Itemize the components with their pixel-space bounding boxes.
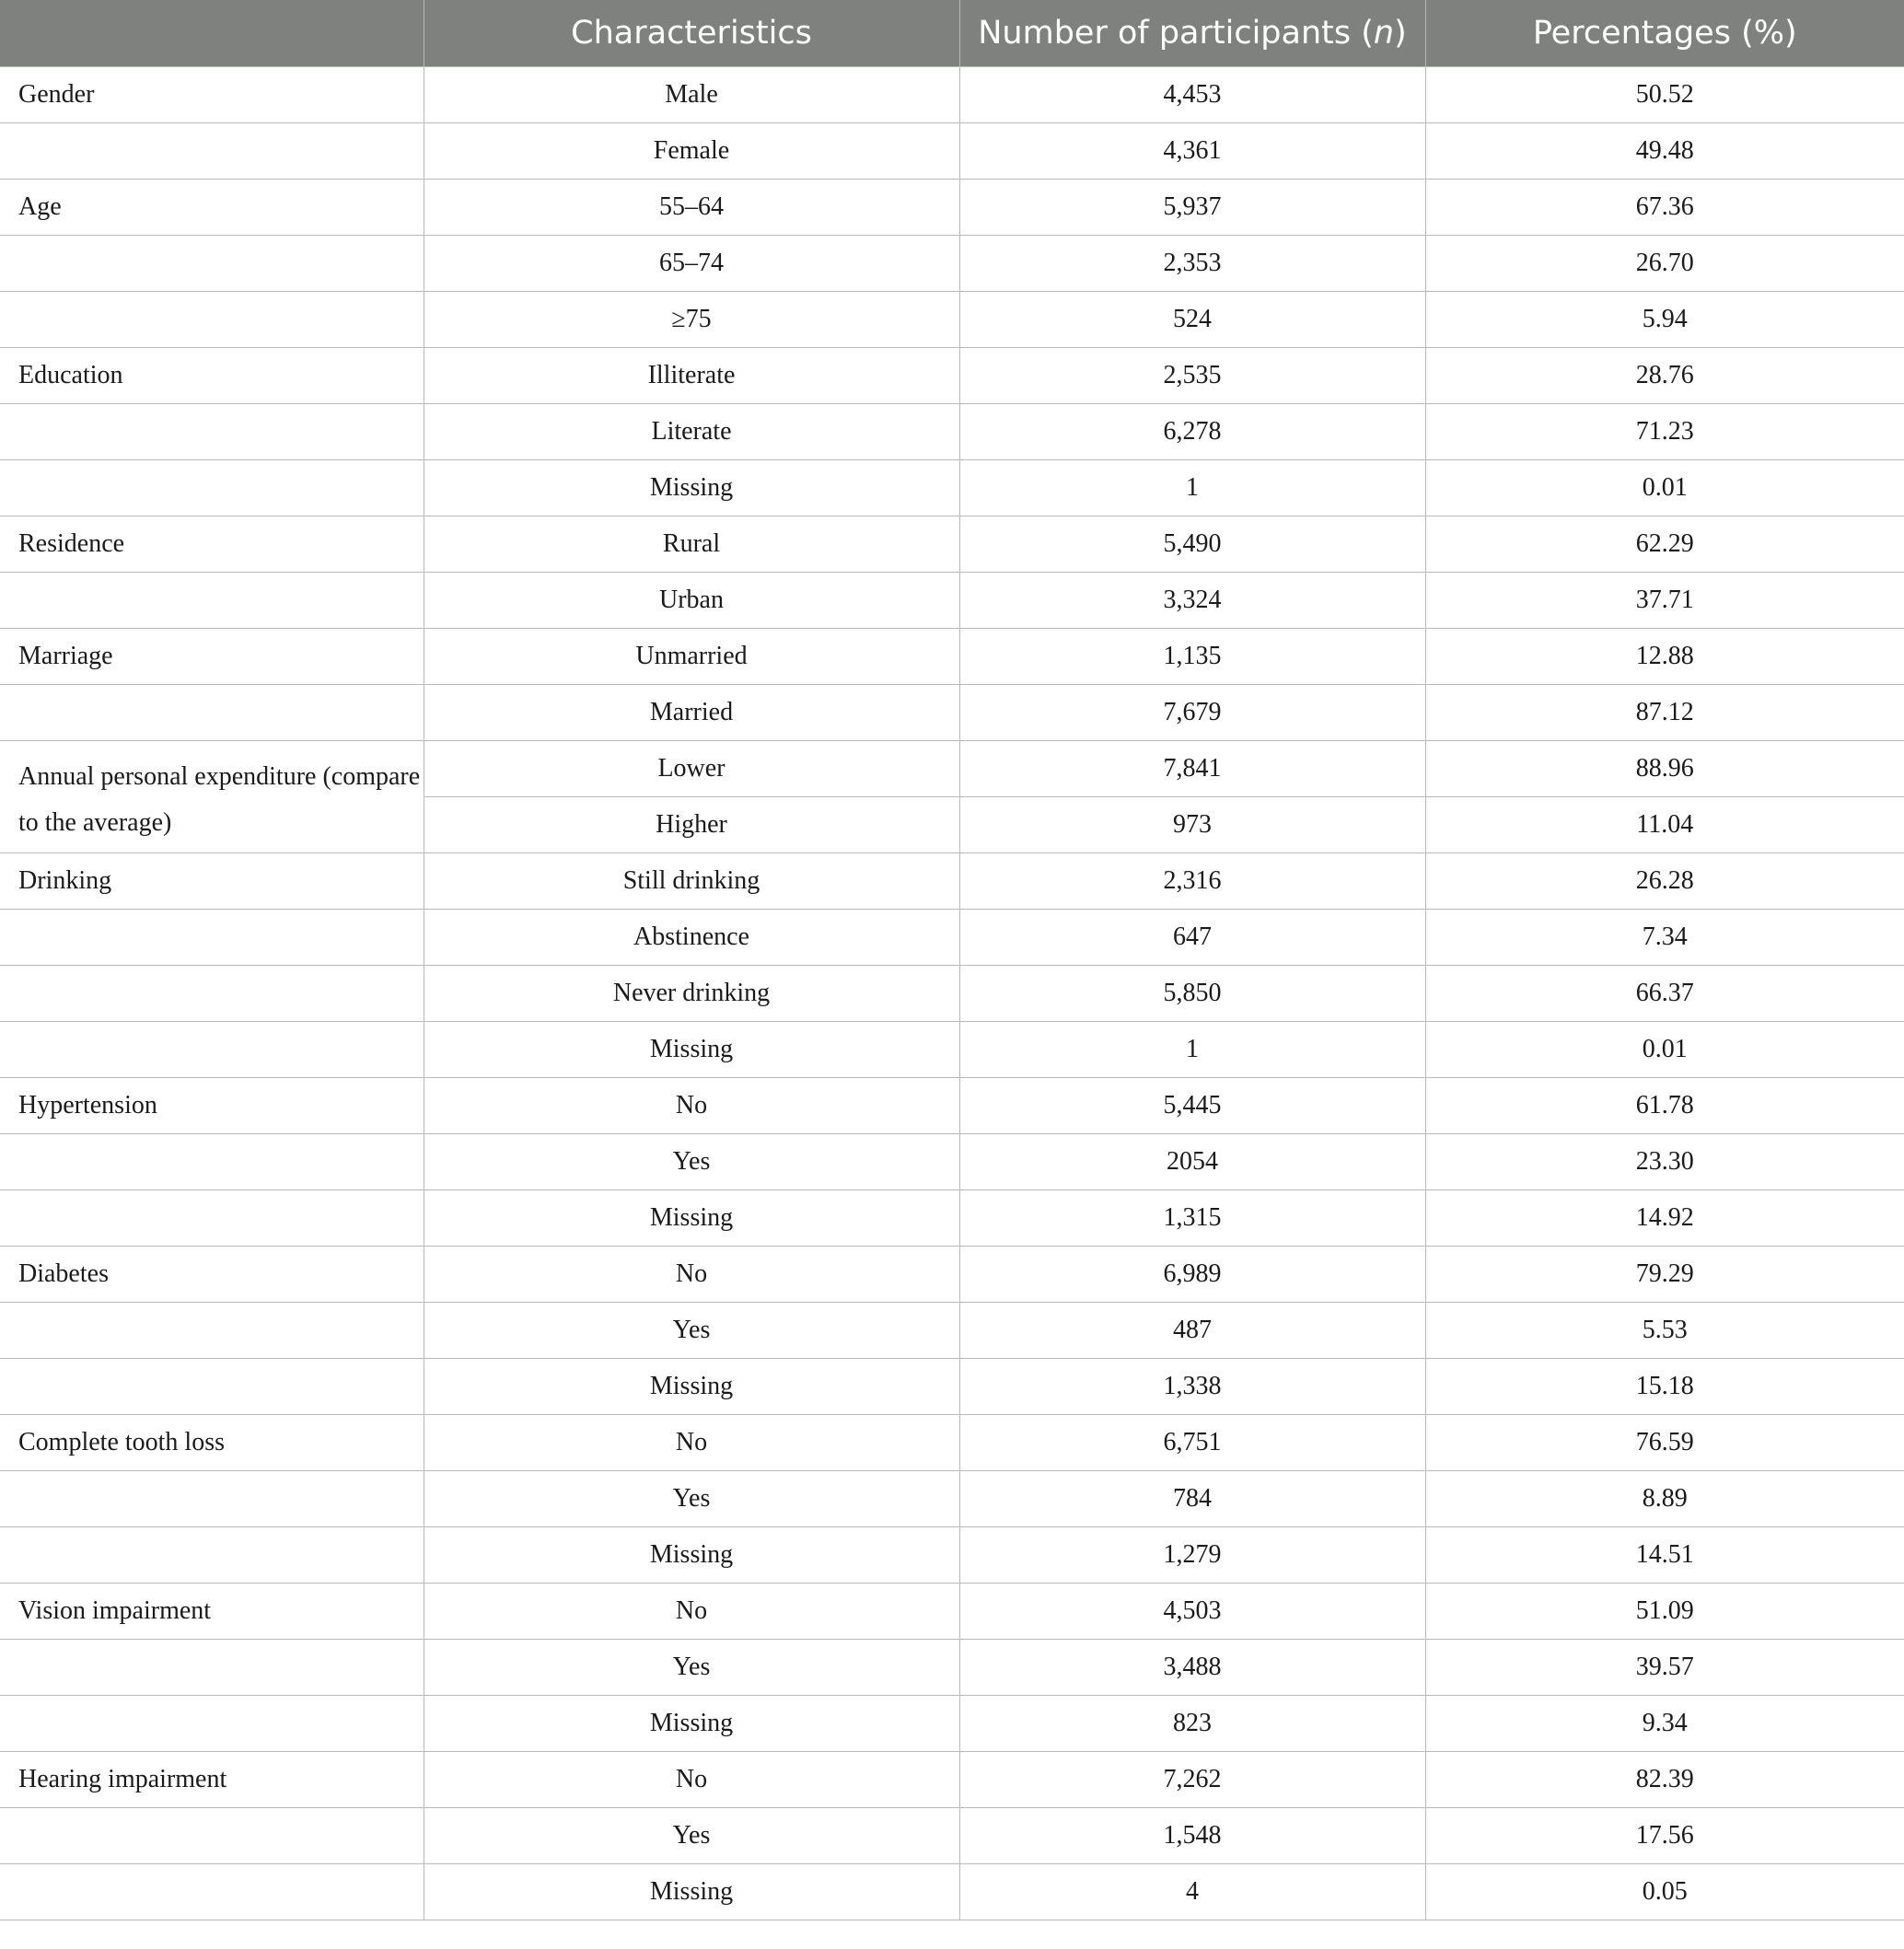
table-row	[0, 1134, 1904, 1190]
row-group-label	[0, 1303, 424, 1359]
row-participants: 5,445	[959, 1078, 1425, 1134]
row-group-label: Hypertension	[0, 1078, 424, 1134]
row-percentage: 67.36	[1425, 180, 1904, 236]
row-percentage: 39.57	[1425, 1640, 1904, 1696]
row-percentage: 76.59	[1425, 1415, 1904, 1471]
table-row	[0, 1022, 1904, 1078]
table-row	[0, 1808, 1904, 1864]
row-group-label	[0, 1640, 424, 1696]
row-group-label	[0, 1696, 424, 1752]
row-percentage: 9.34	[1425, 1696, 1904, 1752]
table-row	[0, 573, 1904, 629]
row-category: No	[424, 1247, 959, 1303]
row-category: Missing	[424, 1022, 959, 1078]
row-group-label: Complete tooth loss	[0, 1415, 424, 1471]
row-category: Literate	[424, 404, 959, 460]
row-participants: 524	[959, 292, 1425, 348]
table-row	[0, 1303, 1904, 1359]
table-row	[0, 1078, 1904, 1134]
row-participants: 2,316	[959, 853, 1425, 910]
header-participants	[959, 0, 1425, 67]
row-category: Married	[424, 685, 959, 741]
row-category: Male	[424, 67, 959, 123]
row-percentage: 26.28	[1425, 853, 1904, 910]
table-row	[0, 1584, 1904, 1640]
row-group-label	[0, 123, 424, 180]
row-participants: 2,353	[959, 236, 1425, 292]
row-group-label	[0, 1808, 424, 1864]
header-row	[0, 0, 1904, 67]
row-participants: 4	[959, 1864, 1425, 1920]
row-percentage: 14.92	[1425, 1190, 1904, 1247]
row-category: No	[424, 1078, 959, 1134]
table-row	[0, 404, 1904, 460]
row-participants: 784	[959, 1471, 1425, 1527]
row-group-label: Diabetes	[0, 1247, 424, 1303]
row-category: Missing	[424, 1696, 959, 1752]
row-group-label	[0, 1359, 424, 1415]
row-participants: 2,535	[959, 348, 1425, 404]
row-group-label: Drinking	[0, 853, 424, 910]
row-participants: 5,937	[959, 180, 1425, 236]
header-blank	[0, 0, 424, 67]
row-participants: 973	[959, 797, 1425, 853]
table-row	[0, 741, 1904, 797]
table-row	[0, 1752, 1904, 1808]
table-row	[0, 1415, 1904, 1471]
row-group-label	[0, 236, 424, 292]
row-participants: 2054	[959, 1134, 1425, 1190]
row-group-label: Residence	[0, 516, 424, 573]
row-group-label	[0, 1134, 424, 1190]
row-group-label	[0, 460, 424, 516]
row-percentage: 14.51	[1425, 1527, 1904, 1584]
row-percentage: 0.01	[1425, 460, 1904, 516]
row-participants: 4,453	[959, 67, 1425, 123]
row-participants: 6,278	[959, 404, 1425, 460]
row-participants: 3,488	[959, 1640, 1425, 1696]
row-category: Missing	[424, 1359, 959, 1415]
table-row	[0, 685, 1904, 741]
row-group-label: Marriage	[0, 629, 424, 685]
header-participants-n: n	[1373, 15, 1395, 52]
row-category: Yes	[424, 1640, 959, 1696]
row-category: Abstinence	[424, 910, 959, 966]
row-group-label	[0, 573, 424, 629]
row-category: 65–74	[424, 236, 959, 292]
row-percentage: 71.23	[1425, 404, 1904, 460]
row-group-label	[0, 404, 424, 460]
row-percentage: 49.48	[1425, 123, 1904, 180]
row-category: Urban	[424, 573, 959, 629]
row-category: Still drinking	[424, 853, 959, 910]
row-group-label	[0, 292, 424, 348]
table-row	[0, 516, 1904, 573]
row-participants: 7,841	[959, 741, 1425, 797]
row-category: ≥75	[424, 292, 959, 348]
row-category: Female	[424, 123, 959, 180]
table-row	[0, 1359, 1904, 1415]
row-percentage: 23.30	[1425, 1134, 1904, 1190]
row-category: Yes	[424, 1134, 959, 1190]
row-percentage: 15.18	[1425, 1359, 1904, 1415]
table-row	[0, 236, 1904, 292]
table-row	[0, 1190, 1904, 1247]
table-body	[0, 67, 1904, 1920]
row-category: No	[424, 1584, 959, 1640]
row-participants: 823	[959, 1696, 1425, 1752]
row-group-label	[0, 685, 424, 741]
row-group-label	[0, 1190, 424, 1247]
row-group-label: Annual personal expenditure (compare to the average)	[0, 741, 424, 853]
table-row	[0, 1696, 1904, 1752]
row-group-label	[0, 1471, 424, 1527]
row-group-label: Gender	[0, 67, 424, 123]
row-percentage: 28.76	[1425, 348, 1904, 404]
row-category: Unmarried	[424, 629, 959, 685]
table-row	[0, 180, 1904, 236]
row-percentage: 51.09	[1425, 1584, 1904, 1640]
row-participants: 5,490	[959, 516, 1425, 573]
row-group-label	[0, 910, 424, 966]
row-participants: 487	[959, 1303, 1425, 1359]
row-participants: 1,315	[959, 1190, 1425, 1247]
row-participants: 5,850	[959, 966, 1425, 1022]
row-category: Missing	[424, 1190, 959, 1247]
row-category: Yes	[424, 1471, 959, 1527]
table-row	[0, 1527, 1904, 1584]
row-percentage: 17.56	[1425, 1808, 1904, 1864]
table-row	[0, 1640, 1904, 1696]
row-participants: 4,361	[959, 123, 1425, 180]
row-group-label	[0, 1527, 424, 1584]
row-percentage: 66.37	[1425, 966, 1904, 1022]
row-participants: 1	[959, 460, 1425, 516]
row-participants: 1,548	[959, 1808, 1425, 1864]
row-participants: 7,679	[959, 685, 1425, 741]
row-group-label	[0, 1022, 424, 1078]
row-percentage: 26.70	[1425, 236, 1904, 292]
table-row	[0, 629, 1904, 685]
row-category: Rural	[424, 516, 959, 573]
row-category: Missing	[424, 460, 959, 516]
row-percentage: 8.89	[1425, 1471, 1904, 1527]
row-percentage: 82.39	[1425, 1752, 1904, 1808]
row-category: 55–64	[424, 180, 959, 236]
row-category: Missing	[424, 1527, 959, 1584]
table-row	[0, 966, 1904, 1022]
row-percentage: 87.12	[1425, 685, 1904, 741]
row-percentage: 12.88	[1425, 629, 1904, 685]
row-category: No	[424, 1752, 959, 1808]
row-category: Higher	[424, 797, 959, 853]
row-participants: 6,989	[959, 1247, 1425, 1303]
header-participants-suffix: )	[1394, 15, 1407, 52]
table-header	[0, 0, 1904, 67]
row-group-label: Hearing impairment	[0, 1752, 424, 1808]
row-participants: 3,324	[959, 573, 1425, 629]
table-row	[0, 67, 1904, 123]
row-percentage: 5.53	[1425, 1303, 1904, 1359]
row-percentage: 62.29	[1425, 516, 1904, 573]
row-group-label: Age	[0, 180, 424, 236]
row-percentage: 5.94	[1425, 292, 1904, 348]
row-participants: 7,262	[959, 1752, 1425, 1808]
header-percentages: Percentages (%)	[1425, 0, 1904, 67]
row-participants: 6,751	[959, 1415, 1425, 1471]
row-category: Lower	[424, 741, 959, 797]
row-percentage: 61.78	[1425, 1078, 1904, 1134]
table-row	[0, 1471, 1904, 1527]
row-group-label: Vision impairment	[0, 1584, 424, 1640]
table-row	[0, 853, 1904, 910]
row-percentage: 79.29	[1425, 1247, 1904, 1303]
row-group-label: Education	[0, 348, 424, 404]
row-category: Yes	[424, 1808, 959, 1864]
table-row	[0, 910, 1904, 966]
row-participants: 4,503	[959, 1584, 1425, 1640]
row-percentage: 7.34	[1425, 910, 1904, 966]
table-row	[0, 1247, 1904, 1303]
row-percentage: 0.01	[1425, 1022, 1904, 1078]
row-participants: 647	[959, 910, 1425, 966]
row-category: Yes	[424, 1303, 959, 1359]
row-participants: 1,279	[959, 1527, 1425, 1584]
row-percentage: 11.04	[1425, 797, 1904, 853]
row-participants: 1,135	[959, 629, 1425, 685]
table-row	[0, 123, 1904, 180]
row-percentage: 37.71	[1425, 573, 1904, 629]
row-category: Missing	[424, 1864, 959, 1920]
table-row	[0, 1864, 1904, 1920]
row-category: Illiterate	[424, 348, 959, 404]
table-row	[0, 460, 1904, 516]
row-percentage: 0.05	[1425, 1864, 1904, 1920]
row-participants: 1,338	[959, 1359, 1425, 1415]
row-percentage: 50.52	[1425, 67, 1904, 123]
table-row	[0, 292, 1904, 348]
row-category: Never drinking	[424, 966, 959, 1022]
row-group-label	[0, 966, 424, 1022]
header-participants-prefix: Number of participants (	[978, 15, 1374, 52]
row-participants: 1	[959, 1022, 1425, 1078]
row-percentage: 88.96	[1425, 741, 1904, 797]
row-category: No	[424, 1415, 959, 1471]
table-row	[0, 348, 1904, 404]
header-characteristics: Characteristics	[424, 0, 959, 67]
row-group-label	[0, 1864, 424, 1920]
